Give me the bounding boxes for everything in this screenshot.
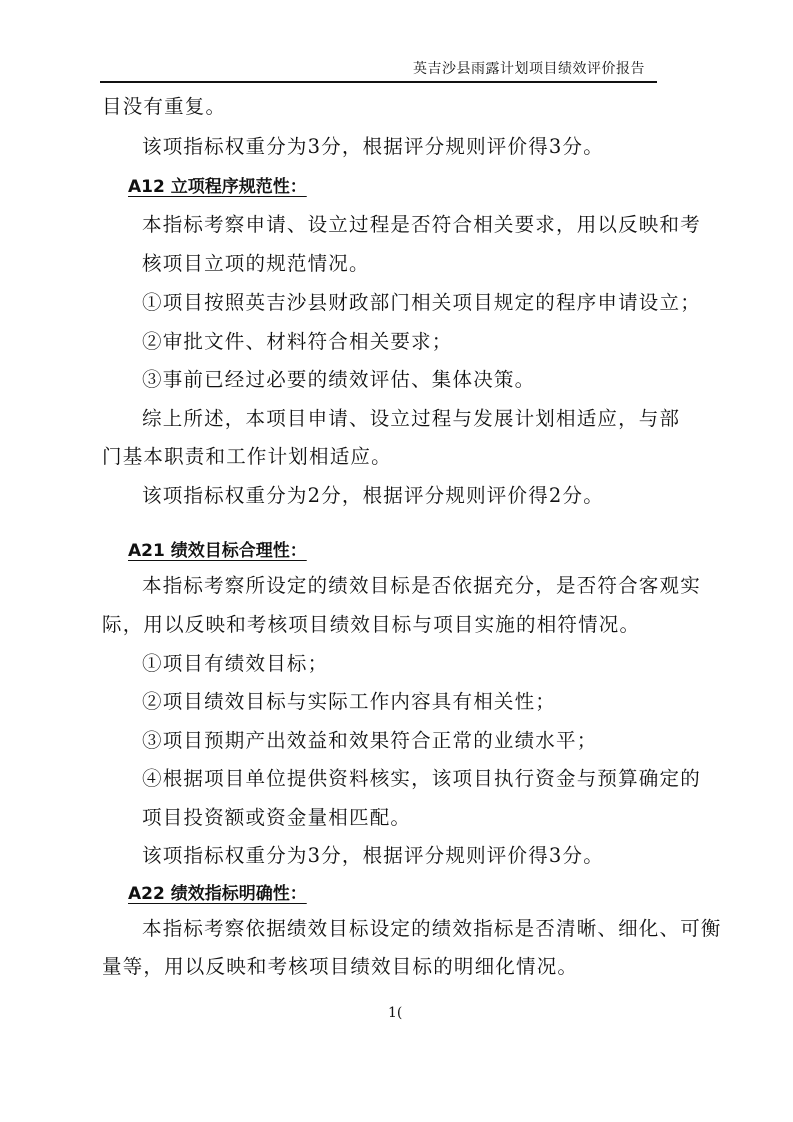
- paragraph-line: 门基本职责和工作计划相适应。: [102, 445, 392, 468]
- header-title: 英吉沙县雨露计划项目绩效评价报告: [413, 61, 645, 77]
- paragraph-line: 本指标考察所设定的绩效目标是否依据充分，是否符合客观实: [142, 574, 701, 597]
- list-item: ②审批文件、材料符合相关要求；: [142, 330, 453, 353]
- paragraph-line: 该项指标权重分为3分，根据评分规则评价得3分。: [142, 135, 604, 158]
- paragraph-line: 际，用以反映和考核项目绩效目标与项目实施的相符情况。: [102, 613, 641, 636]
- paragraph-line: 量等，用以反映和考核项目绩效目标的明细化情况。: [102, 955, 579, 978]
- list-item: 项目投资额或资金量相匹配。: [142, 806, 412, 829]
- paragraph-line: 本指标考察申请、设立过程是否符合相关要求，用以反映和考: [142, 213, 701, 236]
- list-item: ②项目绩效目标与实际工作内容具有相关性；: [142, 690, 557, 713]
- section-heading-a21: A21 绩效目标合理性：: [128, 541, 307, 561]
- list-item: ①项目按照英吉沙县财政部门相关项目规定的程序申请设立；: [142, 291, 701, 314]
- paragraph-line: 本指标考察依据绩效目标设定的绩效指标是否清晰、细化、可衡: [142, 917, 722, 940]
- section-heading-a22: A22 绩效指标明确性：: [128, 884, 307, 904]
- header-rule: [100, 81, 657, 83]
- paragraph-line: 该项指标权重分为2分，根据评分规则评价得2分。: [142, 484, 604, 507]
- section-heading-a12: A12 立项程序规范性：: [128, 177, 307, 197]
- paragraph-line: 目没有重复。: [102, 95, 227, 118]
- paragraph-line: 综上所述，本项目申请、设立过程与发展计划相适应，与部: [142, 407, 681, 430]
- page-number: 1(: [388, 1005, 403, 1021]
- list-item: ③事前已经过必要的绩效评估、集体决策。: [142, 368, 536, 391]
- list-item: ①项目有绩效目标；: [142, 652, 329, 675]
- list-item: ④根据项目单位提供资料核实，该项目执行资金与预算确定的: [142, 767, 701, 790]
- paragraph-line: 核项目立项的规范情况。: [142, 252, 370, 275]
- list-item: ③项目预期产出效益和效果符合正常的业绩水平；: [142, 729, 598, 752]
- paragraph-line: 该项指标权重分为3分，根据评分规则评价得3分。: [142, 844, 604, 867]
